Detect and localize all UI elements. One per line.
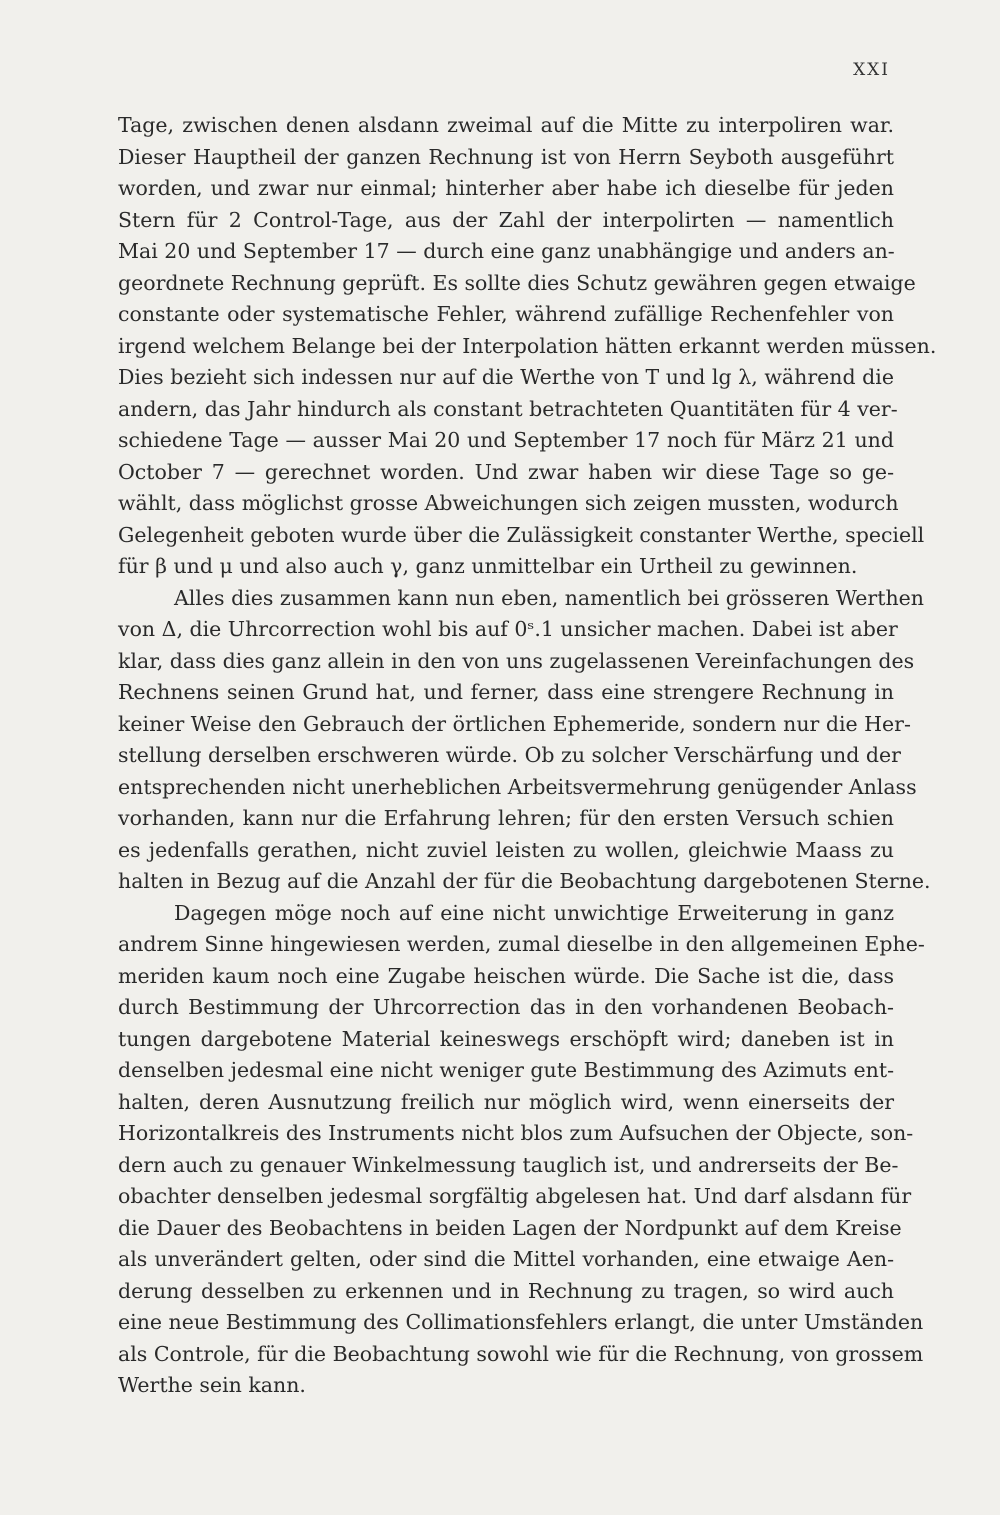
text-line: halten, deren Ausnutzung freilich nur möglich wird, wenn einerseits der (118, 1089, 894, 1114)
text-line: Werthe sein kann. (118, 1373, 306, 1397)
text-line: für β und μ und also auch γ, ganz unmittelbar ein Urtheil zu gewinnen. (118, 554, 858, 578)
paragraph-3 (118, 898, 925, 1402)
text-line: dern auch zu genauer Winkelmessung tauglich ist, und andrerseits der Be- (118, 1152, 899, 1177)
text-line: Alles dies zusammen kann nun eben, namentlich bei grösseren Werthen (174, 585, 924, 610)
text-line: schiedene Tage — ausser Mai 20 und September 17 noch für März 21 und (118, 428, 894, 452)
text-line: durch Bestimmung der Uhrcorrection das in den vorhandenen Beobach- (118, 995, 894, 1019)
text-line: vorhanden, kann nur die Erfahrung lehren; für den ersten Versuch schien (118, 806, 894, 830)
text-line: Dieser Hauptheil der ganzen Rechnung ist von Herrn Seyboth ausgeführt (118, 144, 894, 169)
paragraph-2 (118, 583, 931, 898)
text-line: wählt, dass möglichst grosse Abweichungen sich zeigen mussten, wodurch (118, 491, 899, 515)
text-line: Horizontalkreis des Instruments nicht blos zum Aufsuchen der Objecte, son- (118, 1121, 914, 1145)
text-line: Dagegen möge noch auf eine nicht unwichtige Erweiterung in ganz (174, 900, 894, 925)
page-number: XXI (853, 60, 890, 80)
text-line: Dies bezieht sich indessen nur auf die Werthe von T und lg λ, während die (118, 365, 894, 389)
text-line: tungen dargebotene Material keineswegs erschöpft wird; daneben ist in (118, 1026, 894, 1051)
text-line: Mai 20 und September 17 — durch eine ganz unabhängige und anders an- (118, 239, 895, 263)
text-line: keiner Weise den Gebrauch der örtlichen Ephemeride, sondern nur die Her- (118, 711, 911, 736)
text-line: andern, das Jahr hindurch als constant betrachteten Quantitäten für 4 ver- (118, 396, 898, 421)
body-text (118, 110, 937, 1402)
text-line: andrem Sinne hingewiesen werden, zumal dieselbe in den allgemeinen Ephe- (118, 932, 925, 956)
paragraph-1 (118, 110, 937, 583)
text-line: entsprechenden nicht unerheblichen Arbeitsvermehrung genügender Anlass (118, 774, 917, 799)
text-line: Gelegenheit geboten wurde über die Zulässigkeit constanter Werthe, speciell (118, 522, 925, 547)
text-line: von Δ, die Uhrcorrection wohl bis auf 0ˢ.1 unsicher machen. Dabei ist aber (118, 617, 898, 641)
text-line: Stern für 2 Control-Tage, aus der Zahl der interpolirten — namentlich (118, 207, 894, 232)
text-line: klar, dass dies ganz allein in den von uns zugelassenen Vereinfachungen des (118, 648, 915, 673)
text-line: Rechnens seinen Grund hat, und ferner, dass eine strengere Rechnung in (118, 680, 894, 704)
text-line: als Controle, für die Beobachtung sowohl wie für die Rechnung, von grossem (118, 1341, 924, 1366)
text-line: halten in Bezug auf die Anzahl der für die Beobachtung dargebotenen Sterne. (118, 869, 931, 893)
text-line: October 7 — gerechnet worden. Und zwar haben wir diese Tage so ge- (118, 459, 894, 484)
text-line: denselben jedesmal eine nicht weniger gute Bestimmung des Azimuts ent- (118, 1058, 894, 1082)
text-line: eine neue Bestimmung des Collimationsfehlers erlangt, die unter Umständen (118, 1310, 924, 1334)
text-line: obachter denselben jedesmal sorgfältig abgelesen hat. Und darf alsdann für (118, 1184, 912, 1208)
text-line: worden, und zwar nur einmal; hinterher aber habe ich dieselbe für jeden (118, 176, 894, 200)
text-line: die Dauer des Beobachtens in beiden Lagen der Nordpunkt auf dem Kreise (118, 1215, 902, 1240)
text-line: Tage, zwischen denen alsdann zweimal auf die Mitte zu interpoliren war. (118, 113, 894, 137)
text-line: meriden kaum noch eine Zugabe heischen würde. Die Sache ist die, dass (118, 963, 894, 988)
text-line: irgend welchem Belange bei der Interpolation hätten erkannt werden müssen. (118, 333, 937, 358)
text-line: constante oder systematische Fehler, während zufällige Rechenfehler von (118, 302, 894, 326)
text-line: als unverändert gelten, oder sind die Mittel vorhanden, eine etwaige Aen- (118, 1247, 894, 1271)
text-line: geordnete Rechnung geprüft. Es sollte dies Schutz gewähren gegen etwaige (118, 270, 916, 295)
text-line: stellung derselben erschweren würde. Ob zu solcher Verschärfung und der (118, 743, 901, 767)
text-line: derung desselben zu erkennen und in Rechnung zu tragen, so wird auch (118, 1278, 894, 1303)
text-line: es jedenfalls gerathen, nicht zuviel leisten zu wollen, gleichwie Maass zu (118, 837, 894, 862)
